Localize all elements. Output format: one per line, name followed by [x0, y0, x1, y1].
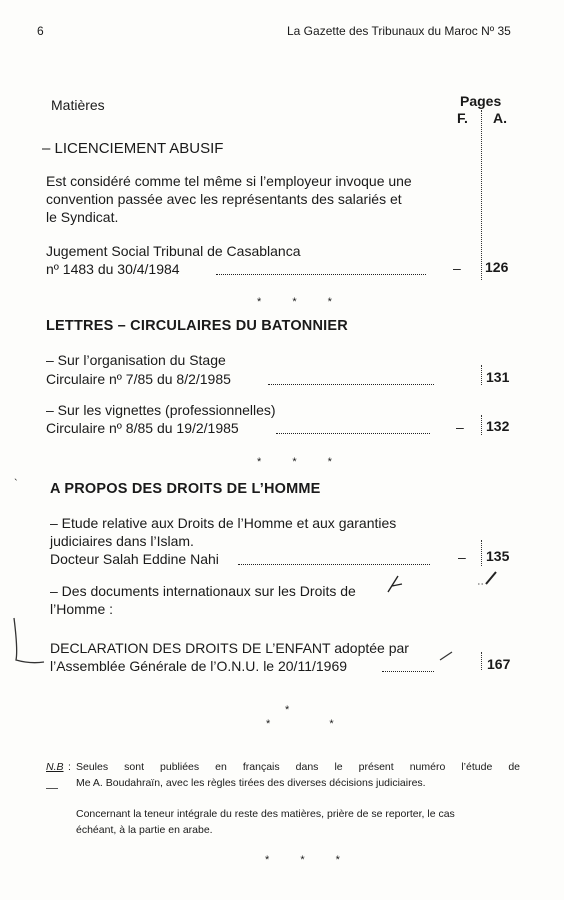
f-column-heading: F.: [457, 110, 468, 126]
droits-item1-line1: – Etude relative aux Droits de l’Homme et aux garanties: [50, 515, 397, 531]
lettres-item2-line1: – Sur les vignettes (professionnelles): [46, 402, 276, 418]
dot-leader: [216, 274, 426, 275]
lettres-item2-line2: Circulaire nº 8/85 du 19/2/1985: [46, 420, 239, 436]
section-separator-stars: * * *: [257, 456, 346, 468]
droits-item1-page-f: –: [458, 549, 466, 565]
column-separator: [481, 365, 482, 385]
separator-star-top: *: [285, 704, 290, 716]
note-label: N.B: [46, 761, 64, 773]
licenciement-desc-line3: le Syndicat.: [46, 209, 119, 225]
section-lettres-title: LETTRES – CIRCULAIRES DU BATONNIER: [46, 318, 348, 334]
licenciement-desc-line1: Est considéré comme tel même si l’employeur invoque une: [46, 173, 412, 189]
droits-item2-line1: – Des documents internationaux sur les Droits de: [50, 583, 356, 599]
declaration-page-a: 167: [487, 656, 511, 672]
column-separator: [481, 110, 482, 280]
droits-item2-line2: l’Homme :: [50, 601, 114, 617]
dot-leader: [268, 384, 434, 385]
declaration-line2: l’Assemblée Générale de l’O.N.U. le 20/11/1969: [50, 658, 348, 674]
pages-heading: Pages: [460, 93, 502, 109]
separator-stars-bottom: * *: [266, 718, 362, 730]
note-label-colon: :: [68, 761, 71, 773]
margin-pencil-mark: `: [14, 478, 18, 490]
note-rule: [46, 788, 58, 789]
droits-item1-line3: Docteur Salah Eddine Nahi: [50, 551, 219, 567]
droits-item1-page-a: 135: [486, 548, 510, 564]
licenciement-desc-line2: convention passée avec les représentants des salariés et: [46, 191, 402, 207]
declaration-line1: DECLARATION DES DROITS DE L’ENFANT adoptée par: [50, 640, 409, 656]
note-p2-line1: Concernant la teneur intégrale du reste des matières, prière de se reporter, le cas: [76, 808, 455, 820]
note-p1-line1: Seules sont publiées en français dans le présent numéro l’étude de: [76, 761, 520, 773]
lettres-item2-page-a: 132: [486, 418, 510, 434]
note-p1-line2: Me A. Boudahraïn, avec les règles tirées des diverses décisions judiciaires.: [76, 777, 426, 789]
licenciement-page-f: –: [453, 260, 461, 276]
lettres-item1-line1: – Sur l’organisation du Stage: [46, 352, 226, 368]
lettres-item2-page-f: –: [456, 419, 464, 435]
dot-leader: [382, 671, 434, 672]
lettres-item1-page-a: 131: [486, 369, 510, 385]
licenciement-entry-line2: nº 1483 du 30/4/1984: [46, 261, 180, 277]
section-droits-title: A PROPOS DES DROITS DE L’HOMME: [50, 481, 321, 497]
a-column-heading: A.: [493, 110, 507, 126]
section-separator-stars: * * *: [265, 854, 354, 866]
licenciement-entry-line1: Jugement Social Tribunal de Casablanca: [46, 243, 301, 259]
dot-leader: [276, 433, 430, 434]
page-number: 6: [37, 24, 44, 38]
section-separator-stars: * * *: [257, 296, 346, 308]
column-separator: [481, 415, 482, 435]
note-p2-line2: échéant, à la partie en arabe.: [76, 824, 213, 836]
droits-item1-line2: judiciaires dans l’Islam.: [50, 533, 194, 549]
section-licenciement-title: – LICENCIEMENT ABUSIF: [42, 140, 224, 157]
lettres-item1-line2: Circulaire nº 7/85 du 8/2/1985: [46, 371, 231, 387]
matieres-heading: Matières: [51, 97, 105, 113]
journal-title: La Gazette des Tribunaux du Maroc Nº 35: [287, 24, 511, 38]
licenciement-page-a: 126: [485, 259, 509, 275]
handwritten-annotations: [0, 560, 564, 700]
